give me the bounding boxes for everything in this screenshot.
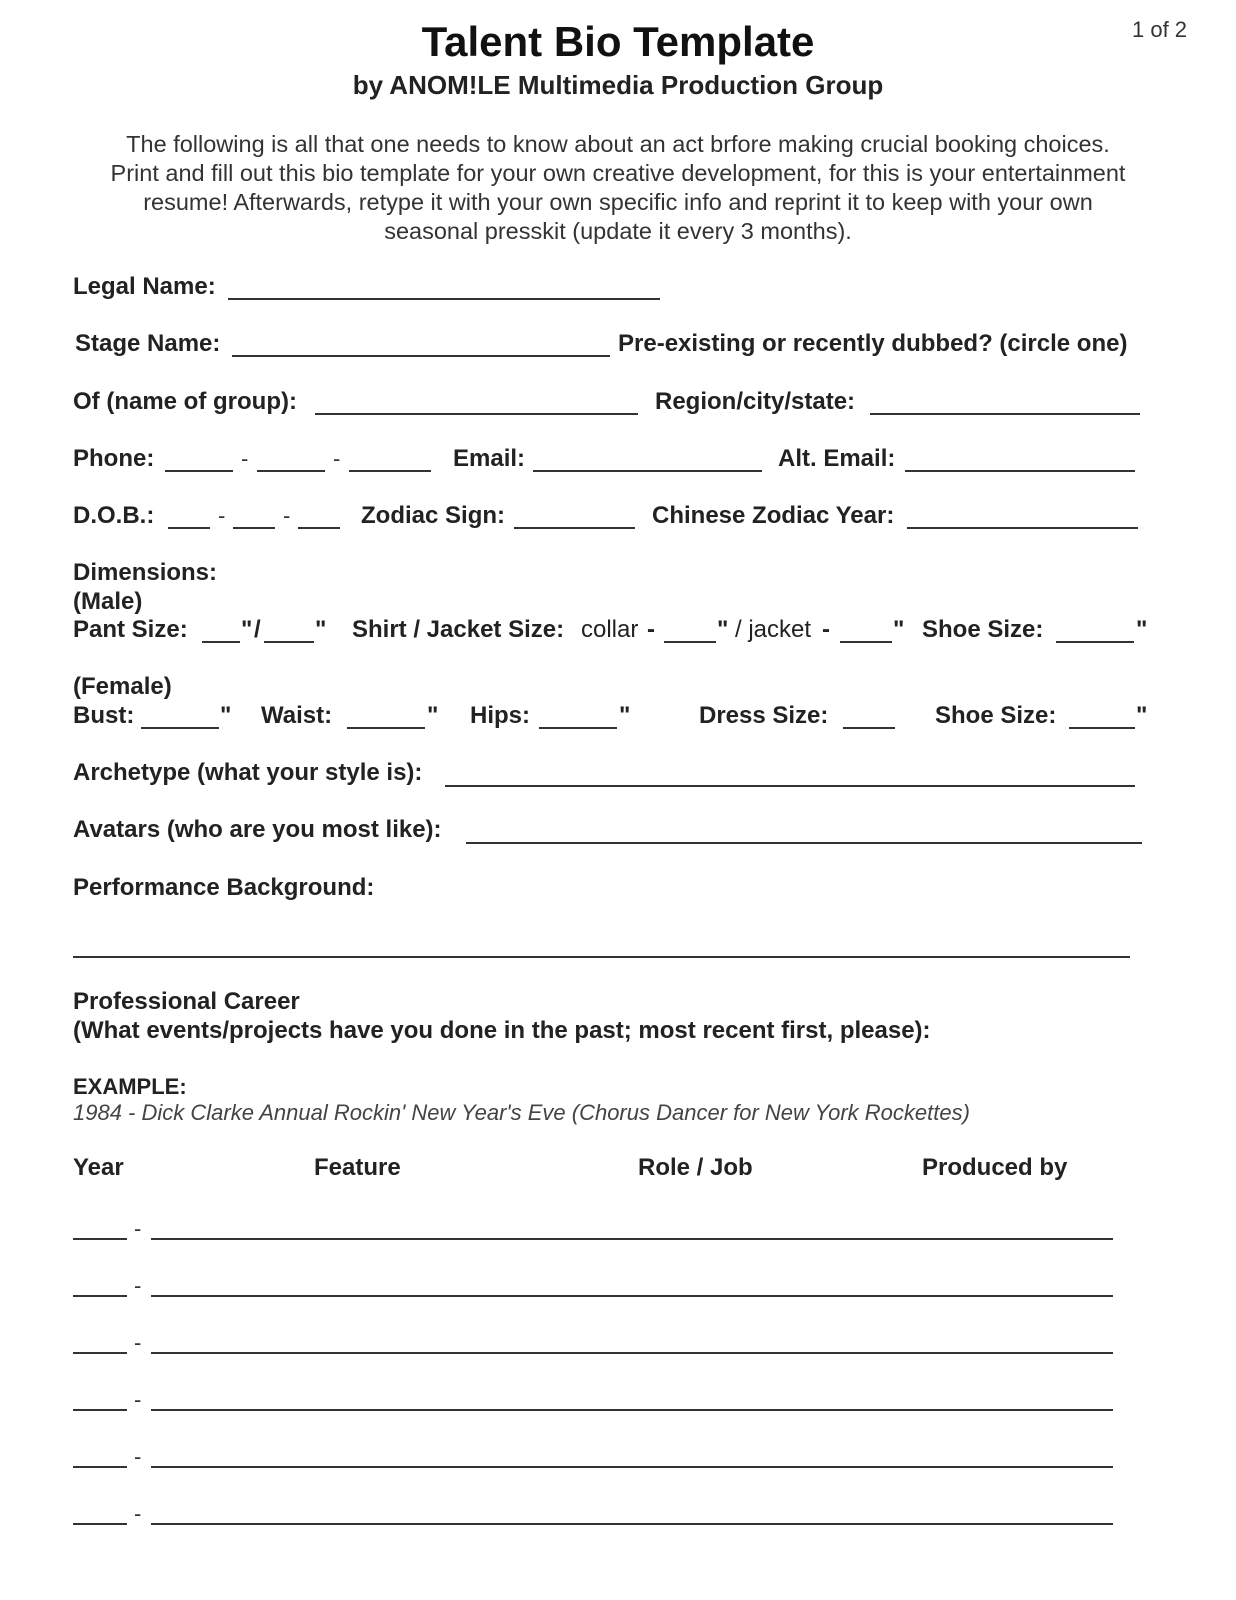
- phone-prefix-line[interactable]: [257, 470, 325, 472]
- female-shoe-size-label: Shoe Size:: [935, 702, 1057, 729]
- entry-detail-line[interactable]: [151, 1466, 1113, 1468]
- bust-inch-mark: ": [220, 702, 232, 729]
- dob-dash-2: -: [283, 503, 291, 528]
- waist-inch-mark: ": [427, 702, 439, 729]
- career-subtitle: (What events/projects have you done in the past; most recent first, please):: [73, 1017, 931, 1044]
- female-shoe-size-line[interactable]: [1069, 727, 1135, 729]
- legal-name-line[interactable]: [228, 298, 660, 300]
- zodiac-line[interactable]: [514, 527, 635, 529]
- jacket-line[interactable]: [840, 641, 892, 643]
- collar-line[interactable]: [664, 641, 716, 643]
- entry-detail-line[interactable]: [151, 1238, 1113, 1240]
- entry-year-line[interactable]: [73, 1238, 127, 1240]
- female-shoe-inch-mark: ": [1136, 702, 1148, 729]
- entry-detail-line[interactable]: [151, 1295, 1113, 1297]
- entry-detail-line[interactable]: [151, 1409, 1113, 1411]
- shirt-size-label: Shirt / Jacket Size:: [352, 616, 565, 643]
- jacket-dash: -: [822, 616, 830, 643]
- dob-day-line[interactable]: [233, 527, 275, 529]
- email-line[interactable]: [533, 470, 762, 472]
- phone-label: Phone:: [73, 445, 155, 472]
- intro-line-4: seasonal presskit (update it every 3 months).: [384, 218, 852, 244]
- example-text: 1984 - Dick Clarke Annual Rockin' New Year's Eve (Chorus Dancer for New York Rockettes): [73, 1100, 970, 1125]
- archetype-label: Archetype (what your style is):: [73, 759, 423, 786]
- stage-name-line[interactable]: [232, 355, 610, 357]
- pant-inch-mark-2: ": [315, 616, 327, 643]
- avatars-label: Avatars (who are you most like):: [73, 816, 442, 843]
- entry-year-line[interactable]: [73, 1523, 127, 1525]
- male-shoe-size-label: Shoe Size:: [922, 616, 1044, 643]
- archetype-line[interactable]: [445, 785, 1135, 787]
- stage-name-note: Pre-existing or recently dubbed? (circle one): [618, 330, 1128, 357]
- collar-label: collar: [581, 616, 639, 643]
- dob-year-line[interactable]: [298, 527, 340, 529]
- entry-detail-line[interactable]: [151, 1352, 1113, 1354]
- chinese-zodiac-line[interactable]: [907, 527, 1138, 529]
- jacket-label: / jacket: [735, 616, 812, 643]
- entry-dash: -: [134, 1216, 142, 1241]
- chinese-zodiac-label: Chinese Zodiac Year:: [652, 502, 895, 529]
- performance-background-label: Performance Background:: [73, 874, 375, 901]
- entry-dash: -: [134, 1273, 142, 1298]
- group-line[interactable]: [315, 413, 638, 415]
- bust-line[interactable]: [141, 727, 219, 729]
- collar-inch-mark: ": [717, 616, 729, 643]
- hips-line[interactable]: [539, 727, 617, 729]
- dress-size-label: Dress Size:: [699, 702, 829, 729]
- male-shoe-size-line[interactable]: [1056, 641, 1134, 643]
- intro-line-1: The following is all that one needs to know about an act brfore making crucial booking choices.: [126, 131, 1110, 157]
- column-header-role: Role / Job: [638, 1154, 753, 1181]
- intro-line-3: resume! Afterwards, retype it with your own specific info and reprint it to keep with your own: [143, 189, 1093, 215]
- dress-size-line[interactable]: [843, 727, 895, 729]
- entry-detail-line[interactable]: [151, 1523, 1113, 1525]
- bust-label: Bust:: [73, 702, 135, 729]
- region-label: Region/city/state:: [655, 388, 856, 415]
- phone-dash-1: -: [241, 446, 249, 471]
- phone-dash-2: -: [333, 446, 341, 471]
- jacket-inch-mark: ": [893, 616, 905, 643]
- performance-background-line[interactable]: [73, 956, 1130, 958]
- email-label: Email:: [453, 445, 526, 472]
- region-line[interactable]: [870, 413, 1140, 415]
- dob-month-line[interactable]: [168, 527, 210, 529]
- dob-label: D.O.B.:: [73, 502, 155, 529]
- page-indicator: 1 of 2: [1132, 17, 1188, 42]
- pant-inch-mark-1: ": [241, 616, 253, 643]
- entry-year-line[interactable]: [73, 1409, 127, 1411]
- female-label: (Female): [73, 673, 172, 700]
- example-label: EXAMPLE:: [73, 1074, 187, 1099]
- waist-label: Waist:: [261, 702, 333, 729]
- entry-dash: -: [134, 1501, 142, 1526]
- pant-slash: /: [254, 616, 261, 643]
- waist-line[interactable]: [347, 727, 425, 729]
- alt-email-label: Alt. Email:: [778, 445, 896, 472]
- alt-email-line[interactable]: [905, 470, 1135, 472]
- zodiac-label: Zodiac Sign:: [361, 502, 505, 529]
- entry-year-line[interactable]: [73, 1352, 127, 1354]
- entry-dash: -: [134, 1444, 142, 1469]
- intro-line-2: Print and fill out this bio template for your own creative development, for this is your entertainment: [110, 160, 1126, 186]
- career-title: Professional Career: [73, 988, 300, 1015]
- avatars-line[interactable]: [466, 842, 1142, 844]
- collar-dash: -: [647, 616, 655, 643]
- page-title: Talent Bio Template: [421, 18, 815, 65]
- hips-inch-mark: ": [619, 702, 631, 729]
- column-header-year: Year: [73, 1154, 124, 1181]
- entry-dash: -: [134, 1387, 142, 1412]
- legal-name-label: Legal Name:: [73, 273, 216, 300]
- entry-dash: -: [134, 1330, 142, 1355]
- stage-name-label: Stage Name:: [75, 330, 221, 357]
- pant-waist-line[interactable]: [202, 641, 240, 643]
- dob-dash-1: -: [218, 503, 226, 528]
- column-header-feature: Feature: [314, 1154, 401, 1181]
- hips-label: Hips:: [470, 702, 530, 729]
- page-subtitle: by ANOM!LE Multimedia Production Group: [352, 70, 884, 100]
- male-label: (Male): [73, 588, 143, 615]
- entry-year-line[interactable]: [73, 1295, 127, 1297]
- pant-size-label: Pant Size:: [73, 616, 188, 643]
- phone-line-number[interactable]: [349, 470, 431, 472]
- group-label: Of (name of group):: [73, 388, 297, 415]
- male-shoe-inch-mark: ": [1136, 616, 1148, 643]
- phone-area-line[interactable]: [165, 470, 233, 472]
- dimensions-label: Dimensions:: [73, 559, 218, 586]
- column-header-produced-by: Produced by: [922, 1154, 1068, 1181]
- pant-length-line[interactable]: [264, 641, 314, 643]
- entry-year-line[interactable]: [73, 1466, 127, 1468]
